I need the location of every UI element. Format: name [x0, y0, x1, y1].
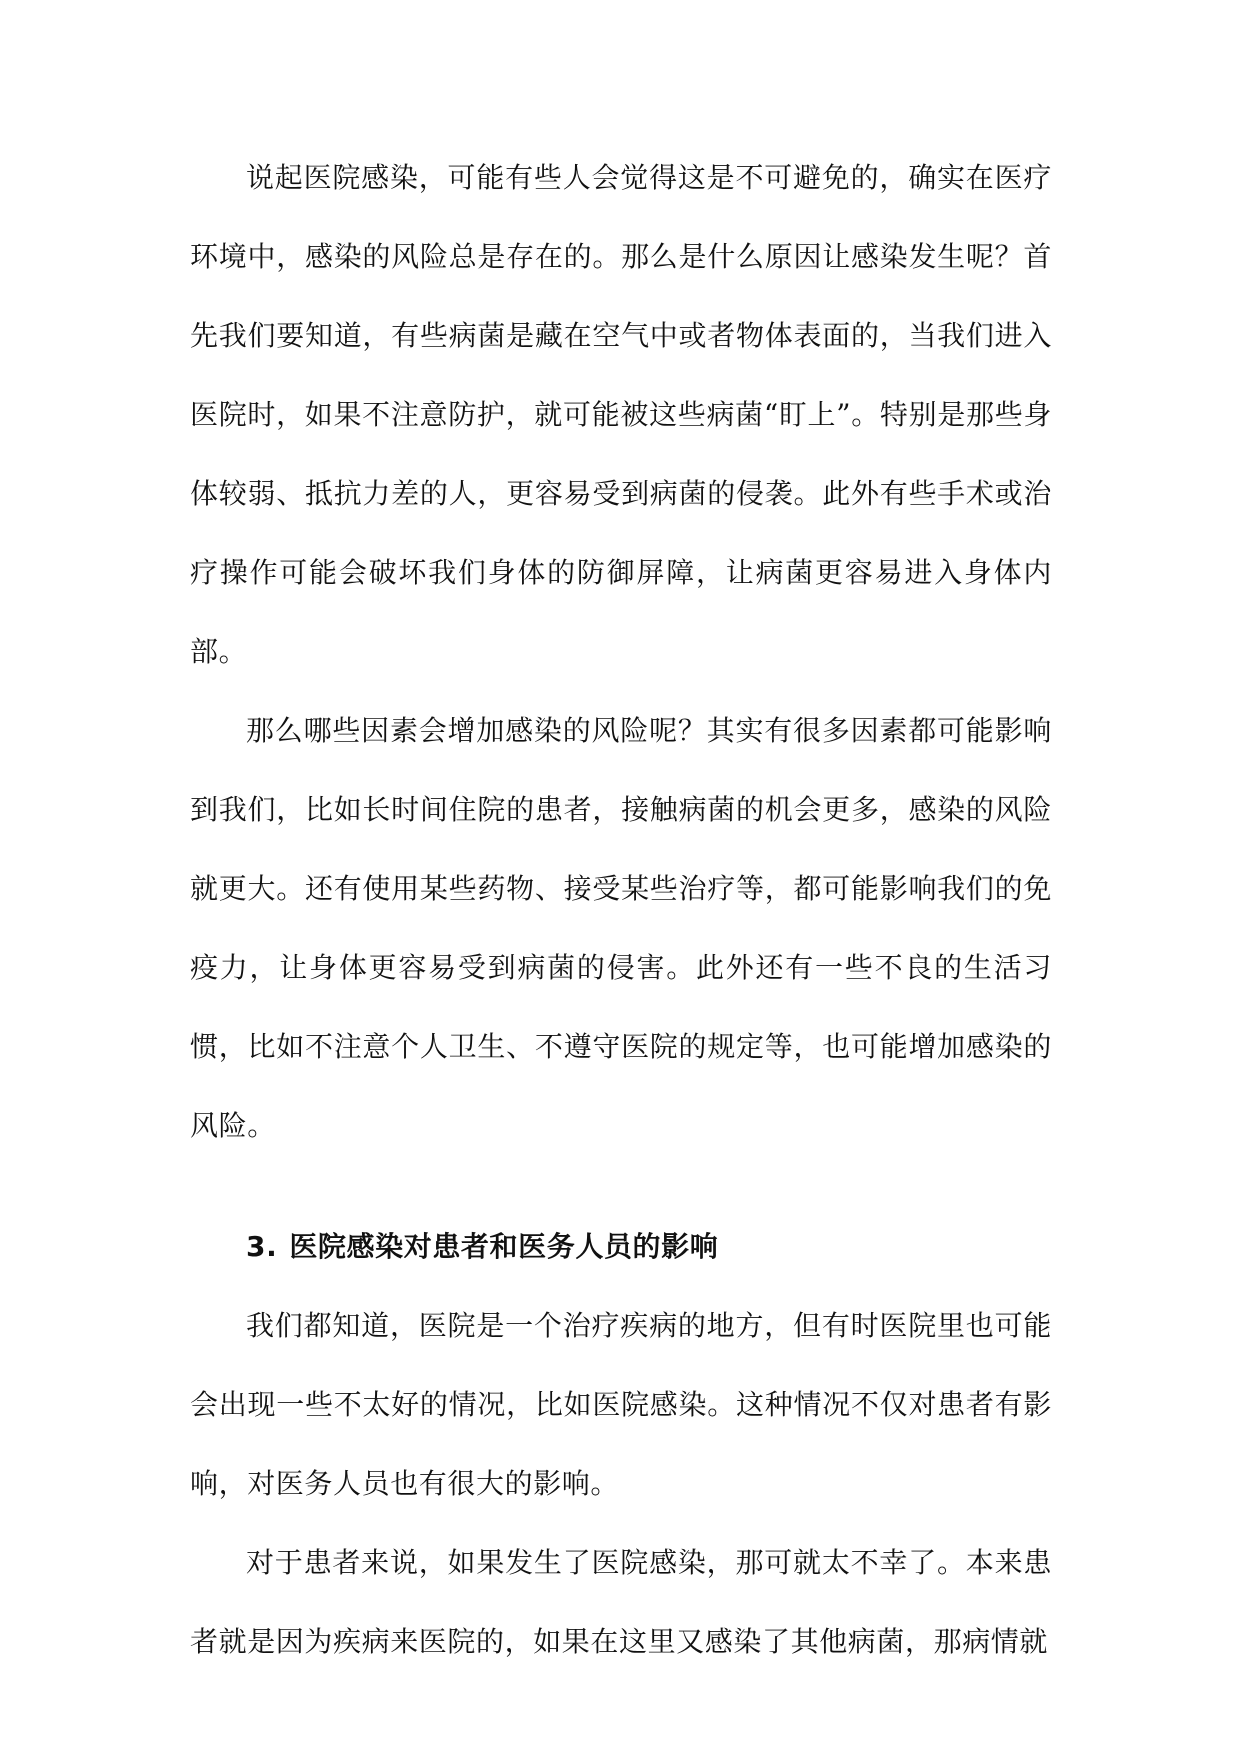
section-title: 医院感染对患者和医务人员的影响: [289, 1230, 719, 1263]
document-body: [190, 138, 1052, 1681]
section-number: 3.: [246, 1230, 278, 1263]
paragraph-risk-factors: 那么哪些因素会增加感染的风险呢？其实有很多因素都可能影响到我们，比如长时间住院的患者，接触病菌的机会更多，感染的风险就更大。还有使用某些药物、接受某些治疗等，都可能影响我们的免疫力，让身体更容易受到病菌的侵害。此外还有一些不良的生活习惯，比如不注意个人卫生、不遵守医院的规定等，也可能增加感染的风险。: [190, 714, 1052, 1142]
paragraph-patient-impact: 对于患者来说，如果发生了医院感染，那可就太不幸了。本来患者就是因为疾病来医院的，如果在这里又感染了其他病菌，那病情就: [190, 1546, 1052, 1658]
paragraph-infection-causes: 说起医院感染，可能有些人会觉得这是不可避免的，确实在医疗环境中，感染的风险总是存在的。那么是什么原因让感染发生呢？首先我们要知道，有些病菌是藏在空气中或者物体表面的，当我们进入医院时，如果不注意防护，就可能被这些病菌“盯上”。特别是那些身体较弱、抵抗力差的人，更容易受到病菌的侵袭。此外有些手术或治疗操作可能会破坏我们身体的防御屏障，让病菌更容易进入身体内部。: [190, 161, 1052, 668]
section-heading: [190, 1207, 1052, 1286]
paragraph-impact-intro: 我们都知道，医院是一个治疗疾病的地方，但有时医院里也可能会出现一些不太好的情况，比如医院感染。这种情况不仅对患者有影响，对医务人员也有很大的影响。: [190, 1309, 1052, 1500]
